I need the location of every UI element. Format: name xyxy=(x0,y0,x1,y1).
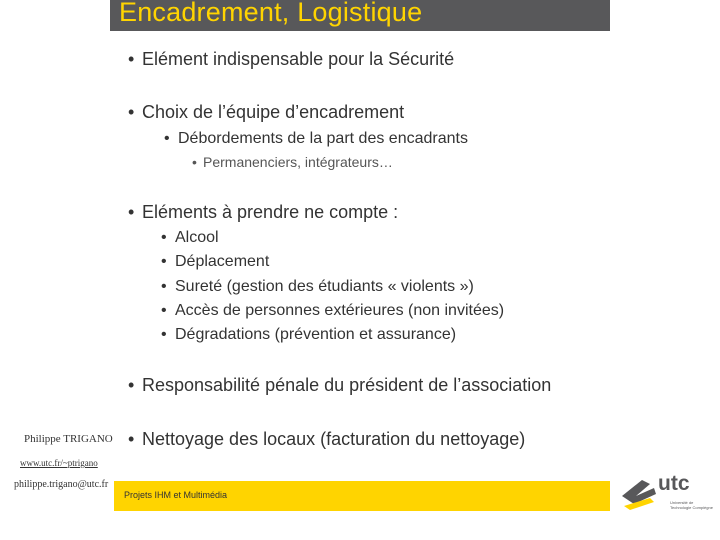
bullet-dot-icon: • xyxy=(164,130,170,147)
list-item: • Alcool xyxy=(161,229,219,246)
sub-bullet-debordements: • Débordements de la part des encadrants xyxy=(164,130,468,147)
bullet-dot-icon: • xyxy=(128,429,135,449)
logo-text: utc xyxy=(658,472,690,495)
bullet-dot-icon: • xyxy=(128,49,135,69)
elements-list xyxy=(161,228,504,349)
footer-label: Projets IHM et Multimédia xyxy=(124,490,228,500)
bullet-dot-icon: • xyxy=(192,154,197,170)
list-item: • Déplacement xyxy=(161,253,270,271)
author-name: Philippe TRIGANO xyxy=(24,433,113,445)
slide-title: Encadrement, Logistique xyxy=(119,0,423,27)
bullet-dot-icon: • xyxy=(128,202,135,222)
bullet-dot-icon: • xyxy=(161,277,167,295)
bullet-elements: • Eléments à prendre ne compte : xyxy=(128,202,399,222)
list-item: • Sureté (gestion des étudiants « violents ») xyxy=(161,277,474,295)
bullet-dot-icon: • xyxy=(161,301,167,319)
bullet-dot-icon: • xyxy=(161,326,167,344)
list-item: • Dégradations (prévention et assurance) xyxy=(161,326,457,344)
bullet-dot-icon: • xyxy=(128,102,135,122)
bullet-dot-icon: • xyxy=(128,375,135,395)
bullet-responsabilite: • Responsabilité pénale du président de l’association xyxy=(128,375,552,395)
author-url-link[interactable]: www.utc.fr/~ptrigano xyxy=(20,458,98,468)
bullet-choix: • Choix de l’équipe d’encadrement xyxy=(128,102,405,122)
author-email: philippe.trigano@utc.fr xyxy=(14,479,109,490)
sub-sub-bullet-permanenciers: • Permanenciers, intégrateurs… xyxy=(192,154,393,170)
list-item: • Accès de personnes extérieures (non invitées) xyxy=(161,301,505,319)
bullet-nettoyage: • Nettoyage des locaux (facturation du nettoyage) xyxy=(128,429,526,449)
bullet-dot-icon: • xyxy=(161,253,167,271)
bullet-securite: • Elément indispensable pour la Sécurité xyxy=(128,49,455,69)
logo-subtitle: Université de Technologie Compiègne xyxy=(670,500,713,510)
bullet-dot-icon: • xyxy=(161,229,167,246)
